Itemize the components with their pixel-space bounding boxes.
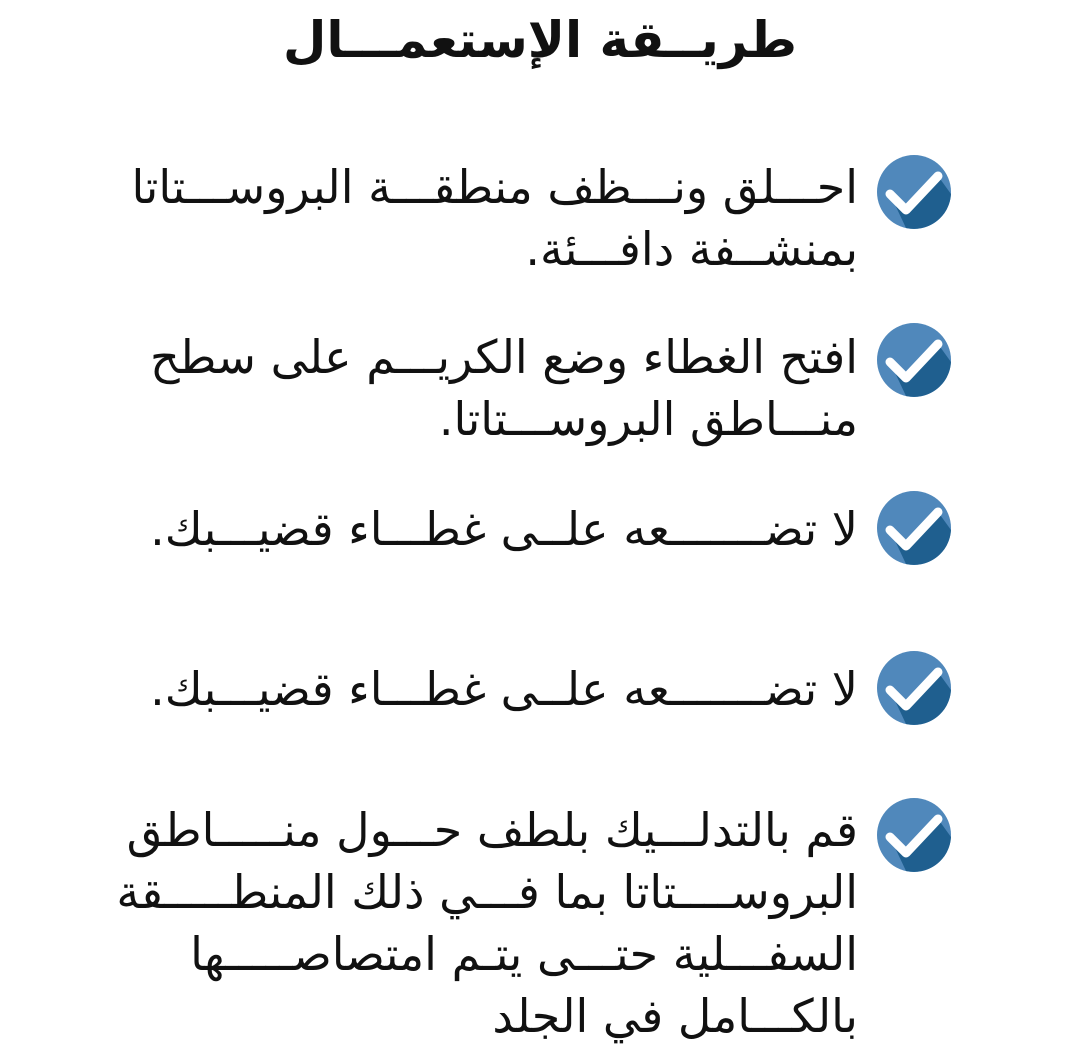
page-title: طريــقة الإستعمـــال	[283, 11, 797, 69]
check-circle-icon	[876, 322, 952, 398]
list-item	[100, 650, 1020, 730]
list-item	[100, 795, 1020, 1063]
check-circle-icon	[876, 797, 952, 873]
list-item	[100, 320, 1020, 460]
check-circle-icon	[876, 490, 952, 566]
step-text: احـــلق ونـــظف منطقـــة البروســـتاتا بمنشــفة دافـــئة.	[131, 160, 858, 276]
list-item	[100, 150, 1020, 290]
step-text: افتح الغطاء وضع الكريـــم على سطح منـــاطق البروســـتاتا.	[150, 330, 858, 446]
step-text: قم بالتدلـــيك بلطف حـــول منـــــاطق البروســــتاتا بما فـــي ذلك المنطـــــقة السفـــلية حتـــى يتـم امتصاصـــــها بالكـــامل في الجلد	[116, 803, 858, 1043]
check-circle-icon	[876, 154, 952, 230]
list-item	[100, 490, 1020, 570]
step-text: لا تضـــــــعه علــى غطـــاء قضيـــبك.	[150, 502, 858, 556]
check-circle-icon	[876, 650, 952, 726]
step-text: لا تضـــــــعه علــى غطـــاء قضيـــبك.	[150, 662, 858, 716]
